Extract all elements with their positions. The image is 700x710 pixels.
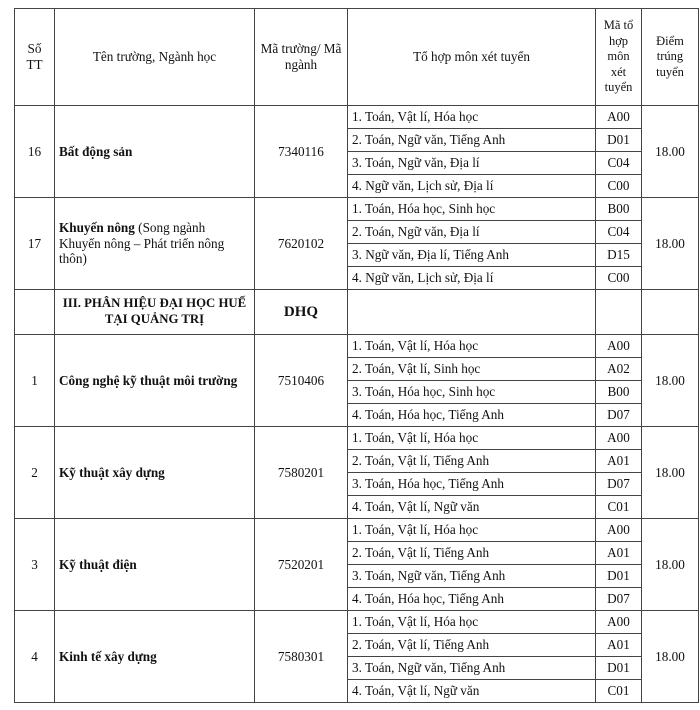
- table-row: [15, 611, 699, 634]
- combination-cell: 4. Ngữ văn, Lịch sử, Địa lí: [348, 267, 596, 290]
- header-major-code: Mã trường/ Mã ngành: [255, 9, 348, 106]
- combination-code-cell: C01: [596, 680, 642, 703]
- combination-code-cell: D07: [596, 588, 642, 611]
- header-score: Điểm trúng tuyển: [642, 9, 699, 106]
- combination-cell: 3. Toán, Ngữ văn, Tiếng Anh: [348, 657, 596, 680]
- table-body-before: [15, 106, 699, 290]
- combination-code-cell: A01: [596, 542, 642, 565]
- combination-cell: 4. Ngữ văn, Lịch sử, Địa lí: [348, 175, 596, 198]
- major-name: Công nghệ kỹ thuật môi trường: [59, 372, 238, 388]
- combination-code-cell: D07: [596, 473, 642, 496]
- header-row: [15, 9, 699, 106]
- combination-cell: 1. Toán, Vật lí, Hóa học: [348, 106, 596, 129]
- section-empty-combo: [348, 290, 596, 335]
- combination-code-cell: A01: [596, 450, 642, 473]
- combination-code-cell: C00: [596, 175, 642, 198]
- major-code-cell: 7520201: [255, 519, 348, 611]
- major-code-cell: 7580301: [255, 611, 348, 703]
- combination-cell: 4. Toán, Hóa học, Tiếng Anh: [348, 404, 596, 427]
- combination-code-cell: A00: [596, 106, 642, 129]
- combination-code-cell: D07: [596, 404, 642, 427]
- combination-cell: 3. Toán, Hóa học, Tiếng Anh: [348, 473, 596, 496]
- combination-cell: 4. Toán, Hóa học, Tiếng Anh: [348, 588, 596, 611]
- table-body-after: [15, 335, 699, 703]
- combination-cell: 2. Toán, Vật lí, Tiếng Anh: [348, 450, 596, 473]
- combination-cell: 2. Toán, Ngữ văn, Tiếng Anh: [348, 129, 596, 152]
- section-row: [15, 290, 699, 335]
- stt-cell: 1: [15, 335, 55, 427]
- combination-cell: 2. Toán, Vật lí, Tiếng Anh: [348, 634, 596, 657]
- table-row: [15, 427, 699, 450]
- combination-code-cell: C04: [596, 152, 642, 175]
- combination-code-cell: C01: [596, 496, 642, 519]
- combination-cell: 1. Toán, Vật lí, Hóa học: [348, 427, 596, 450]
- combination-code-cell: D15: [596, 244, 642, 267]
- combination-cell: 4. Toán, Vật lí, Ngữ văn: [348, 680, 596, 703]
- score-cell: 18.00: [642, 519, 699, 611]
- combination-code-cell: D01: [596, 657, 642, 680]
- score-cell: 18.00: [642, 335, 699, 427]
- combination-cell: 4. Toán, Vật lí, Ngữ văn: [348, 496, 596, 519]
- score-cell: 18.00: [642, 427, 699, 519]
- combination-code-cell: A00: [596, 611, 642, 634]
- header-stt: Số TT: [15, 9, 55, 106]
- combination-cell: 3. Toán, Ngữ văn, Tiếng Anh: [348, 565, 596, 588]
- score-cell: 18.00: [642, 106, 699, 198]
- combination-cell: 3. Toán, Ngữ văn, Địa lí: [348, 152, 596, 175]
- combination-code-cell: C00: [596, 267, 642, 290]
- major-name: Kinh tế xây dựng: [59, 648, 157, 664]
- score-cell: 18.00: [642, 198, 699, 290]
- combination-code-cell: C04: [596, 221, 642, 244]
- table-row: [15, 198, 699, 221]
- combination-code-cell: A02: [596, 358, 642, 381]
- section-body: [15, 290, 699, 335]
- major-name: Kỹ thuật điện: [59, 556, 137, 572]
- section-empty-score: [642, 290, 699, 335]
- combination-cell: 3. Toán, Hóa học, Sinh học: [348, 381, 596, 404]
- major-name-cell: [55, 427, 255, 519]
- admission-table: [14, 8, 699, 703]
- combination-code-cell: D01: [596, 129, 642, 152]
- major-name: Khuyến nông: [59, 219, 135, 235]
- combination-code-cell: D01: [596, 565, 642, 588]
- score-cell: 18.00: [642, 611, 699, 703]
- major-name: Kỹ thuật xây dựng: [59, 464, 165, 480]
- major-name: Bất động sản: [59, 143, 133, 159]
- combination-cell: 1. Toán, Hóa học, Sinh học: [348, 198, 596, 221]
- combination-cell: 1. Toán, Vật lí, Hóa học: [348, 335, 596, 358]
- stt-cell: 17: [15, 198, 55, 290]
- table-row: [15, 106, 699, 129]
- major-code-cell: 7510406: [255, 335, 348, 427]
- major-name-cell: [55, 106, 255, 198]
- header-combo-code: Mã tổ hợp môn xét tuyển: [596, 9, 642, 106]
- major-code-cell: 7620102: [255, 198, 348, 290]
- major-name-note: (Song ngành Khuyến nông – Phát triển nông thôn): [59, 219, 225, 267]
- section-empty-code: [596, 290, 642, 335]
- combination-cell: 2. Toán, Ngữ văn, Địa lí: [348, 221, 596, 244]
- major-name-cell: [55, 611, 255, 703]
- combination-cell: 3. Ngữ văn, Địa lí, Tiếng Anh: [348, 244, 596, 267]
- header-combination: Tổ hợp môn xét tuyển: [348, 9, 596, 106]
- section-stt-cell: [15, 290, 55, 335]
- stt-cell: 3: [15, 519, 55, 611]
- header-school: Tên trường, Ngành học: [55, 9, 255, 106]
- table-row: [15, 519, 699, 542]
- major-name-cell: [55, 198, 255, 290]
- combination-code-cell: B00: [596, 198, 642, 221]
- combination-cell: 2. Toán, Vật lí, Tiếng Anh: [348, 542, 596, 565]
- section-title: III. PHÂN HIỆU ĐẠI HỌC HUẾ TẠI QUẢNG TRỊ: [55, 290, 255, 335]
- stt-cell: 2: [15, 427, 55, 519]
- stt-cell: 4: [15, 611, 55, 703]
- combination-code-cell: A00: [596, 519, 642, 542]
- stt-cell: 16: [15, 106, 55, 198]
- section-code: DHQ: [255, 290, 348, 335]
- major-name-cell: [55, 519, 255, 611]
- major-code-cell: 7340116: [255, 106, 348, 198]
- combination-code-cell: A01: [596, 634, 642, 657]
- combination-cell: 1. Toán, Vật lí, Hóa học: [348, 519, 596, 542]
- combination-code-cell: B00: [596, 381, 642, 404]
- major-code-cell: 7580201: [255, 427, 348, 519]
- combination-code-cell: A00: [596, 427, 642, 450]
- combination-cell: 2. Toán, Vật lí, Sinh học: [348, 358, 596, 381]
- major-name-cell: [55, 335, 255, 427]
- table-row: [15, 335, 699, 358]
- combination-code-cell: A00: [596, 335, 642, 358]
- combination-cell: 1. Toán, Vật lí, Hóa học: [348, 611, 596, 634]
